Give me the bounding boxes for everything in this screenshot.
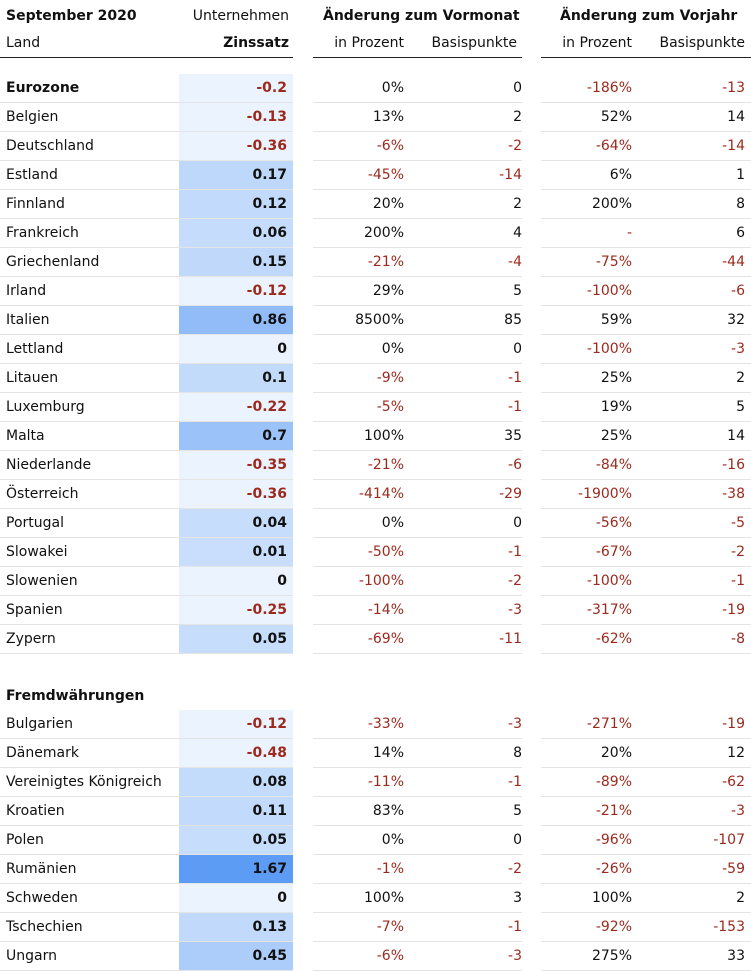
- column-gap: [293, 509, 313, 538]
- yoy-bp: -1: [632, 567, 751, 596]
- yoy-pct: 19%: [541, 393, 632, 422]
- yoy-bp: -62: [632, 768, 751, 797]
- yoy-bp: -2: [632, 538, 751, 567]
- mom-pct: -21%: [313, 451, 404, 480]
- country-name: Vereinigtes Königreich: [0, 768, 179, 797]
- column-gap: [522, 913, 541, 942]
- yoy-pct: 100%: [541, 884, 632, 913]
- mom-pct: -11%: [313, 768, 404, 797]
- mom-pct: -6%: [313, 132, 404, 161]
- column-gap: [522, 625, 541, 654]
- mom-pct: -1%: [313, 855, 404, 884]
- column-gap: [522, 219, 541, 248]
- yoy-pct: -92%: [541, 913, 632, 942]
- table-row: [0, 710, 751, 739]
- table-row: [0, 74, 751, 103]
- country-name: Niederlande: [0, 451, 179, 480]
- table-row: [0, 132, 751, 161]
- column-gap: [293, 596, 313, 625]
- rate-value: 0.12: [179, 190, 293, 219]
- yoy-bp: -8: [632, 625, 751, 654]
- mom-pct: 8500%: [313, 306, 404, 335]
- yoy-bp: -14: [632, 132, 751, 161]
- column-gap: [293, 942, 313, 971]
- spacer-cell: [522, 682, 541, 710]
- country-name: Portugal: [0, 509, 179, 538]
- mom-bp: -3: [404, 942, 522, 971]
- rate-value: 0.1: [179, 364, 293, 393]
- column-gap: [293, 190, 313, 219]
- yoy-pct: 20%: [541, 739, 632, 768]
- rate-value: -0.35: [179, 451, 293, 480]
- rate-value: -0.25: [179, 596, 293, 625]
- table-row: [0, 567, 751, 596]
- column-gap: [522, 710, 541, 739]
- country-name: Bulgarien: [0, 710, 179, 739]
- yoy-bp: -153: [632, 913, 751, 942]
- mom-pct: 0%: [313, 826, 404, 855]
- mom-pct: 100%: [313, 422, 404, 451]
- yoy-pct: 25%: [541, 422, 632, 451]
- yoy-pct: 52%: [541, 103, 632, 132]
- yoy-pct: 275%: [541, 942, 632, 971]
- mom-bp: -1: [404, 538, 522, 567]
- rate-value: 0.04: [179, 509, 293, 538]
- country-name: Malta: [0, 422, 179, 451]
- rate-value: 0: [179, 884, 293, 913]
- yoy-bp: 14: [632, 103, 751, 132]
- yoy-bp: -6: [632, 277, 751, 306]
- yoy-pct: -100%: [541, 567, 632, 596]
- header-mom-pct: in Prozent: [334, 35, 404, 51]
- rate-value: -0.12: [179, 277, 293, 306]
- column-gap: [293, 335, 313, 364]
- mom-pct: -5%: [313, 393, 404, 422]
- mom-pct: -9%: [313, 364, 404, 393]
- yoy-pct: 6%: [541, 161, 632, 190]
- rate-value: 0.17: [179, 161, 293, 190]
- yoy-pct: -1900%: [541, 480, 632, 509]
- rate-value: -0.36: [179, 480, 293, 509]
- yoy-pct: -21%: [541, 797, 632, 826]
- yoy-bp: 5: [632, 393, 751, 422]
- mom-bp: 85: [404, 306, 522, 335]
- section-title: Fremdwährungen: [6, 688, 145, 704]
- yoy-pct: -: [541, 219, 632, 248]
- yoy-bp: 2: [632, 884, 751, 913]
- mom-bp: -3: [404, 596, 522, 625]
- yoy-bp: 32: [632, 306, 751, 335]
- yoy-bp: -38: [632, 480, 751, 509]
- column-gap: [522, 132, 541, 161]
- mom-bp: -1: [404, 364, 522, 393]
- column-gap: [293, 393, 313, 422]
- column-gap: [293, 132, 313, 161]
- column-gap: [293, 538, 313, 567]
- rate-value: -0.36: [179, 132, 293, 161]
- yoy-pct: -271%: [541, 710, 632, 739]
- column-gap: [522, 74, 541, 103]
- mom-pct: -14%: [313, 596, 404, 625]
- mom-pct: 14%: [313, 739, 404, 768]
- mom-bp: -2: [404, 855, 522, 884]
- mom-bp: -1: [404, 393, 522, 422]
- table-row: [0, 538, 751, 567]
- table-row: [0, 190, 751, 219]
- column-gap: [293, 422, 313, 451]
- spacer-cell: [632, 682, 751, 710]
- country-name: Eurozone: [0, 74, 179, 103]
- yoy-pct: -100%: [541, 335, 632, 364]
- table-row: [0, 826, 751, 855]
- mom-bp: 35: [404, 422, 522, 451]
- column-gap: [522, 422, 541, 451]
- header-rule-mom: [313, 57, 522, 58]
- mom-pct: 100%: [313, 884, 404, 913]
- mom-bp: 2: [404, 103, 522, 132]
- country-name: Lettland: [0, 335, 179, 364]
- table-row: [0, 364, 751, 393]
- rate-value: -0.2: [179, 74, 293, 103]
- yoy-pct: -317%: [541, 596, 632, 625]
- column-gap: [293, 451, 313, 480]
- column-gap: [293, 364, 313, 393]
- yoy-pct: 59%: [541, 306, 632, 335]
- column-gap: [293, 625, 313, 654]
- rate-value: -0.12: [179, 710, 293, 739]
- yoy-bp: -3: [632, 335, 751, 364]
- rate-value: 0.11: [179, 797, 293, 826]
- column-gap: [293, 219, 313, 248]
- header-yoy-bp: Basispunkte: [659, 35, 745, 51]
- column-gap: [522, 364, 541, 393]
- column-gap: [293, 306, 313, 335]
- table-row: [0, 393, 751, 422]
- spacer-cell: [313, 682, 404, 710]
- spacer-cell: [404, 654, 522, 683]
- country-name: Frankreich: [0, 219, 179, 248]
- spacer-cell: [293, 654, 313, 683]
- country-name: Schweden: [0, 884, 179, 913]
- column-gap: [293, 710, 313, 739]
- mom-bp: 2: [404, 190, 522, 219]
- yoy-pct: -100%: [541, 277, 632, 306]
- mom-bp: 0: [404, 509, 522, 538]
- column-gap: [293, 103, 313, 132]
- column-gap: [522, 739, 541, 768]
- yoy-pct: 200%: [541, 190, 632, 219]
- spacer-cell: [522, 654, 541, 683]
- mom-pct: 0%: [313, 74, 404, 103]
- yoy-pct: -64%: [541, 132, 632, 161]
- header-rule-left: [0, 57, 293, 58]
- table-row: [0, 161, 751, 190]
- rate-value: 0.15: [179, 248, 293, 277]
- column-gap: [522, 509, 541, 538]
- column-gap: [293, 855, 313, 884]
- table-row: [0, 768, 751, 797]
- table-row: [0, 509, 751, 538]
- yoy-bp: -59: [632, 855, 751, 884]
- column-gap: [522, 190, 541, 219]
- mom-pct: 13%: [313, 103, 404, 132]
- table-row: [0, 596, 751, 625]
- yoy-bp: 33: [632, 942, 751, 971]
- country-name: Kroatien: [0, 797, 179, 826]
- mom-bp: -1: [404, 913, 522, 942]
- country-name: Luxemburg: [0, 393, 179, 422]
- mom-bp: 5: [404, 277, 522, 306]
- mom-bp: -11: [404, 625, 522, 654]
- rate-value: 0.86: [179, 306, 293, 335]
- spacer-cell: [632, 654, 751, 683]
- rate-value: 0.01: [179, 538, 293, 567]
- yoy-pct: -96%: [541, 826, 632, 855]
- spacer-cell: [293, 682, 313, 710]
- mom-bp: -6: [404, 451, 522, 480]
- mom-pct: 20%: [313, 190, 404, 219]
- table-row: [0, 103, 751, 132]
- table-row: [0, 277, 751, 306]
- country-name: Griechenland: [0, 248, 179, 277]
- mom-pct: 200%: [313, 219, 404, 248]
- mom-bp: 0: [404, 335, 522, 364]
- country-name: Tschechien: [0, 913, 179, 942]
- yoy-bp: 1: [632, 161, 751, 190]
- header-mom-title: Änderung zum Vormonat: [323, 8, 520, 24]
- yoy-bp: -19: [632, 596, 751, 625]
- spacer-cell: [179, 682, 293, 710]
- table-row: [0, 248, 751, 277]
- rate-value: 0.13: [179, 913, 293, 942]
- yoy-bp: -16: [632, 451, 751, 480]
- column-gap: [293, 884, 313, 913]
- mom-pct: -414%: [313, 480, 404, 509]
- mom-pct: -21%: [313, 248, 404, 277]
- table-row: [0, 855, 751, 884]
- rate-value: 0.45: [179, 942, 293, 971]
- header-yoy-title: Änderung zum Vorjahr: [560, 8, 738, 24]
- column-gap: [293, 826, 313, 855]
- spacer-cell: [313, 654, 404, 683]
- yoy-pct: -26%: [541, 855, 632, 884]
- header-land: Land: [6, 35, 41, 51]
- table-row: [0, 335, 751, 364]
- yoy-bp: -13: [632, 74, 751, 103]
- rate-value: -0.22: [179, 393, 293, 422]
- spacer-cell: [0, 654, 179, 683]
- column-gap: [522, 393, 541, 422]
- rate-value: 0.05: [179, 826, 293, 855]
- country-name: Dänemark: [0, 739, 179, 768]
- country-name: Italien: [0, 306, 179, 335]
- header-rule-yoy: [541, 57, 751, 58]
- column-gap: [522, 248, 541, 277]
- column-gap: [522, 161, 541, 190]
- column-gap: [293, 739, 313, 768]
- mom-bp: -2: [404, 132, 522, 161]
- rate-value: 0: [179, 335, 293, 364]
- table-row: [0, 797, 751, 826]
- mom-bp: -14: [404, 161, 522, 190]
- table-row: [0, 625, 751, 654]
- column-gap: [522, 538, 541, 567]
- country-name: Polen: [0, 826, 179, 855]
- column-gap: [522, 884, 541, 913]
- header-rate: Zinssatz: [223, 35, 289, 51]
- table-row: [0, 739, 751, 768]
- column-gap: [293, 913, 313, 942]
- rate-value: 0.08: [179, 768, 293, 797]
- yoy-bp: -44: [632, 248, 751, 277]
- mom-bp: -1: [404, 768, 522, 797]
- mom-pct: -50%: [313, 538, 404, 567]
- header-mom-bp: Basispunkte: [431, 35, 517, 51]
- column-gap: [522, 103, 541, 132]
- country-name: Österreich: [0, 480, 179, 509]
- mom-pct: 0%: [313, 335, 404, 364]
- column-gap: [293, 161, 313, 190]
- mom-pct: -100%: [313, 567, 404, 596]
- yoy-bp: 8: [632, 190, 751, 219]
- table-row: [0, 913, 751, 942]
- yoy-bp: -107: [632, 826, 751, 855]
- mom-pct: -7%: [313, 913, 404, 942]
- section-title-row: [0, 682, 751, 710]
- column-gap: [522, 768, 541, 797]
- table-row: [0, 942, 751, 971]
- rate-value: 0: [179, 567, 293, 596]
- mom-pct: 0%: [313, 509, 404, 538]
- mom-bp: 5: [404, 797, 522, 826]
- country-name: Spanien: [0, 596, 179, 625]
- column-gap: [522, 855, 541, 884]
- mom-bp: 8: [404, 739, 522, 768]
- rate-value: 0.05: [179, 625, 293, 654]
- column-gap: [293, 248, 313, 277]
- column-gap: [522, 826, 541, 855]
- table-row: [0, 884, 751, 913]
- yoy-bp: -3: [632, 797, 751, 826]
- country-name: Rumänien: [0, 855, 179, 884]
- column-gap: [522, 942, 541, 971]
- spacer-cell: [179, 654, 293, 683]
- yoy-pct: 25%: [541, 364, 632, 393]
- column-gap: [522, 335, 541, 364]
- yoy-bp: -5: [632, 509, 751, 538]
- rate-value: 0.06: [179, 219, 293, 248]
- spacer-cell: [541, 682, 632, 710]
- table-row: [0, 306, 751, 335]
- yoy-pct: -89%: [541, 768, 632, 797]
- mom-bp: 0: [404, 826, 522, 855]
- mom-bp: -3: [404, 710, 522, 739]
- table-header: [0, 0, 751, 58]
- mom-pct: 29%: [313, 277, 404, 306]
- mom-bp: 3: [404, 884, 522, 913]
- yoy-pct: -62%: [541, 625, 632, 654]
- rate-value: -0.13: [179, 103, 293, 132]
- column-gap: [293, 74, 313, 103]
- rate-value: 1.67: [179, 855, 293, 884]
- yoy-pct: -56%: [541, 509, 632, 538]
- mom-bp: -29: [404, 480, 522, 509]
- yoy-bp: 6: [632, 219, 751, 248]
- column-gap: [522, 306, 541, 335]
- country-name: Slowenien: [0, 567, 179, 596]
- header-company: Unternehmen: [192, 8, 289, 24]
- country-name: Deutschland: [0, 132, 179, 161]
- column-gap: [293, 567, 313, 596]
- mom-bp: 4: [404, 219, 522, 248]
- country-name: Estland: [0, 161, 179, 190]
- yoy-pct: -67%: [541, 538, 632, 567]
- table-row: [0, 422, 751, 451]
- table-row: [0, 480, 751, 509]
- country-name: Irland: [0, 277, 179, 306]
- mom-pct: 83%: [313, 797, 404, 826]
- column-gap: [522, 596, 541, 625]
- section-spacer: [0, 654, 751, 683]
- yoy-pct: -186%: [541, 74, 632, 103]
- column-gap: [522, 480, 541, 509]
- header-yoy-pct: in Prozent: [562, 35, 632, 51]
- mom-bp: -2: [404, 567, 522, 596]
- yoy-pct: -75%: [541, 248, 632, 277]
- country-name: Zypern: [0, 625, 179, 654]
- mom-pct: -6%: [313, 942, 404, 971]
- table-row: [0, 219, 751, 248]
- spacer-cell: [541, 654, 632, 683]
- column-gap: [293, 277, 313, 306]
- yoy-pct: -84%: [541, 451, 632, 480]
- table-body: [0, 74, 751, 971]
- country-name: Slowakei: [0, 538, 179, 567]
- header-date: September 2020: [6, 8, 137, 24]
- country-name: Belgien: [0, 103, 179, 132]
- rate-value: 0.7: [179, 422, 293, 451]
- table-row: [0, 451, 751, 480]
- column-gap: [522, 797, 541, 826]
- spacer-cell: [404, 682, 522, 710]
- country-name: Litauen: [0, 364, 179, 393]
- mom-pct: -69%: [313, 625, 404, 654]
- mom-bp: 0: [404, 74, 522, 103]
- rate-value: -0.48: [179, 739, 293, 768]
- column-gap: [293, 768, 313, 797]
- yoy-bp: 14: [632, 422, 751, 451]
- yoy-bp: 2: [632, 364, 751, 393]
- country-name: Ungarn: [0, 942, 179, 971]
- column-gap: [293, 797, 313, 826]
- column-gap: [293, 480, 313, 509]
- column-gap: [522, 567, 541, 596]
- yoy-bp: 12: [632, 739, 751, 768]
- yoy-bp: -19: [632, 710, 751, 739]
- country-name: Finnland: [0, 190, 179, 219]
- mom-pct: -33%: [313, 710, 404, 739]
- column-gap: [522, 451, 541, 480]
- mom-bp: -4: [404, 248, 522, 277]
- column-gap: [522, 277, 541, 306]
- mom-pct: -45%: [313, 161, 404, 190]
- rate-table: [0, 74, 751, 971]
